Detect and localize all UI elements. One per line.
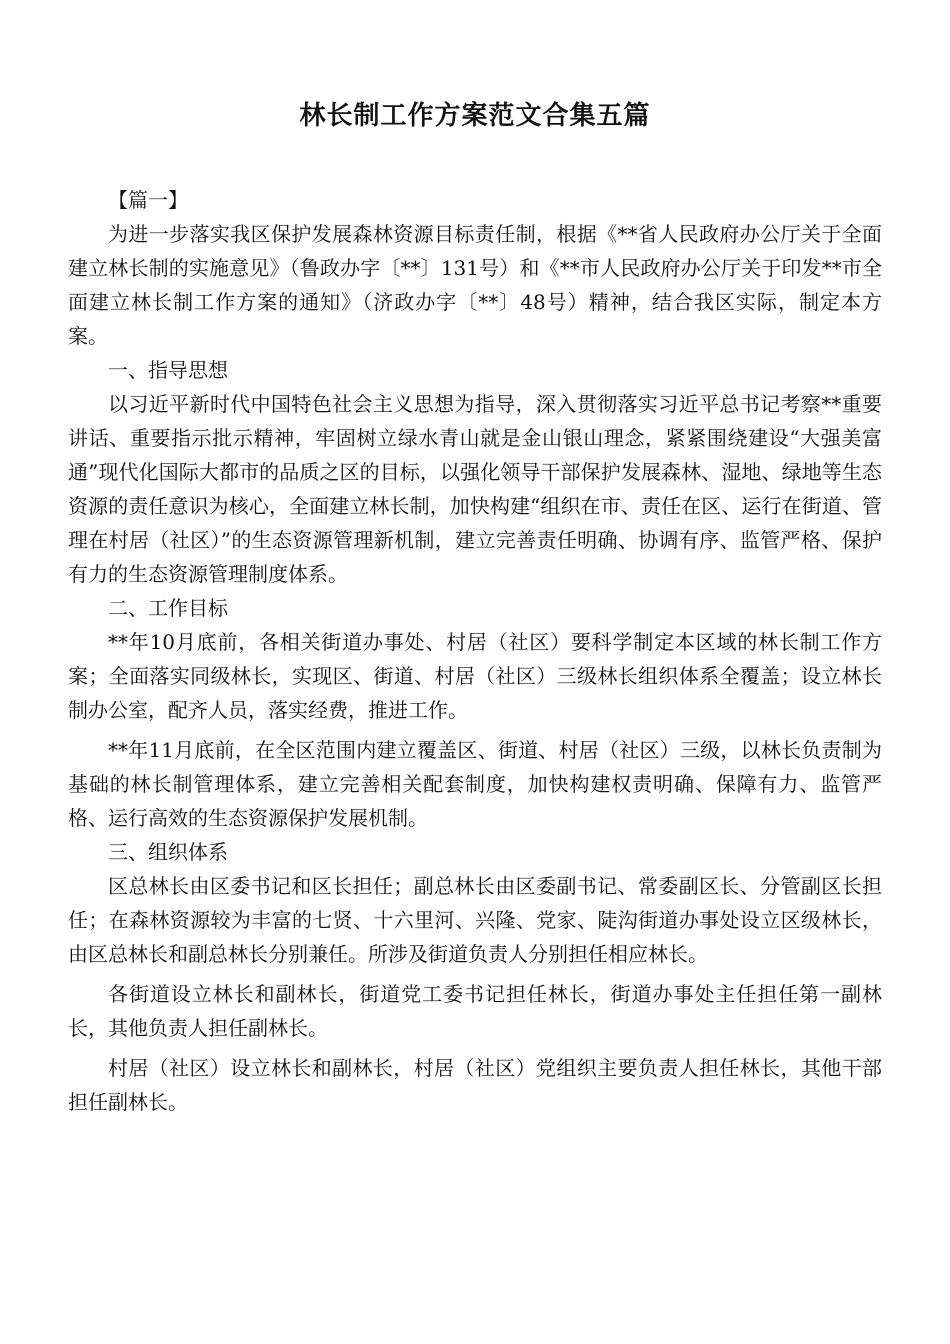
section-marker: 【篇一】 xyxy=(108,188,188,212)
document-body xyxy=(68,183,882,1119)
document-title: 林长制工作方案范文合集五篇 xyxy=(299,101,651,131)
heading-organization: 三、组织体系 xyxy=(108,840,228,864)
paragraph-village-chiefs: 村居（社区）设立林长和副林长，村居（社区）党组织主要负责人担任林长，其他干部担任副林长。 xyxy=(68,1056,882,1114)
heading-work-goals: 二、工作目标 xyxy=(108,596,228,620)
heading-guiding-ideology: 一、指导思想 xyxy=(108,358,228,382)
paragraph-goal-november: **年11月底前，在全区范围内建立覆盖区、街道、村居（社区）三级，以林长负责制为基础的林长制管理体系，建立完善相关配套制度，加快构建权责明确、保障有力、监管严格、运行高效的生态资源保护发展机制。 xyxy=(68,738,882,830)
paragraph-street-chiefs: 各街道设立林长和副林长，街道党工委书记担任林长，街道办事处主任担任第一副林长，其他负责人担任副林长。 xyxy=(68,982,882,1040)
paragraph-district-chiefs: 区总林长由区委书记和区长担任；副总林长由区委副书记、常委副区长、分管副区长担任；在森林资源较为丰富的七贤、十六里河、兴隆、党家、陡沟街道办事处设立区级林长，由区总林长和副总林长分别兼任。所涉及街道负责人分别担任相应林长。 xyxy=(68,874,882,966)
paragraph-goal-october: **年10月底前，各相关街道办事处、村居（社区）要科学制定本区域的林长制工作方案；全面落实同级林长，实现区、街道、村居（社区）三级林长组织体系全覆盖；设立林长制办公室，配齐人员，落实经费，推进工作。 xyxy=(68,630,882,722)
paragraph-intro: 为进一步落实我区保护发展森林资源目标责任制，根据《**省人民政府办公厅关于全面建立林长制的实施意见》（鲁政办字〔**〕131号）和《**市人民政府办公厅关于印发**市全面建立林长制工作方案的通知》（济政办字〔**〕48号）精神，结合我区实际，制定本方案。 xyxy=(68,222,882,348)
paragraph-guiding-ideology: 以习近平新时代中国特色社会主义思想为指导，深入贯彻落实习近平总书记考察**重要讲话、重要指示批示精神，牢固树立绿水青山就是金山银山理念，紧紧围绕建设“大强美富通”现代化国际大都市的品质之区的目标，以强化领导干部保护发展森林、湿地、绿地等生态资源的责任意识为核心，全面建立林长制，加快构建“组织在市、责任在区、运行在街道、管理在村居（社区）”的生态资源管理新机制，建立完善责任明确、协调有序、监管严格、保护有力的生态资源管理制度体系。 xyxy=(68,392,882,586)
